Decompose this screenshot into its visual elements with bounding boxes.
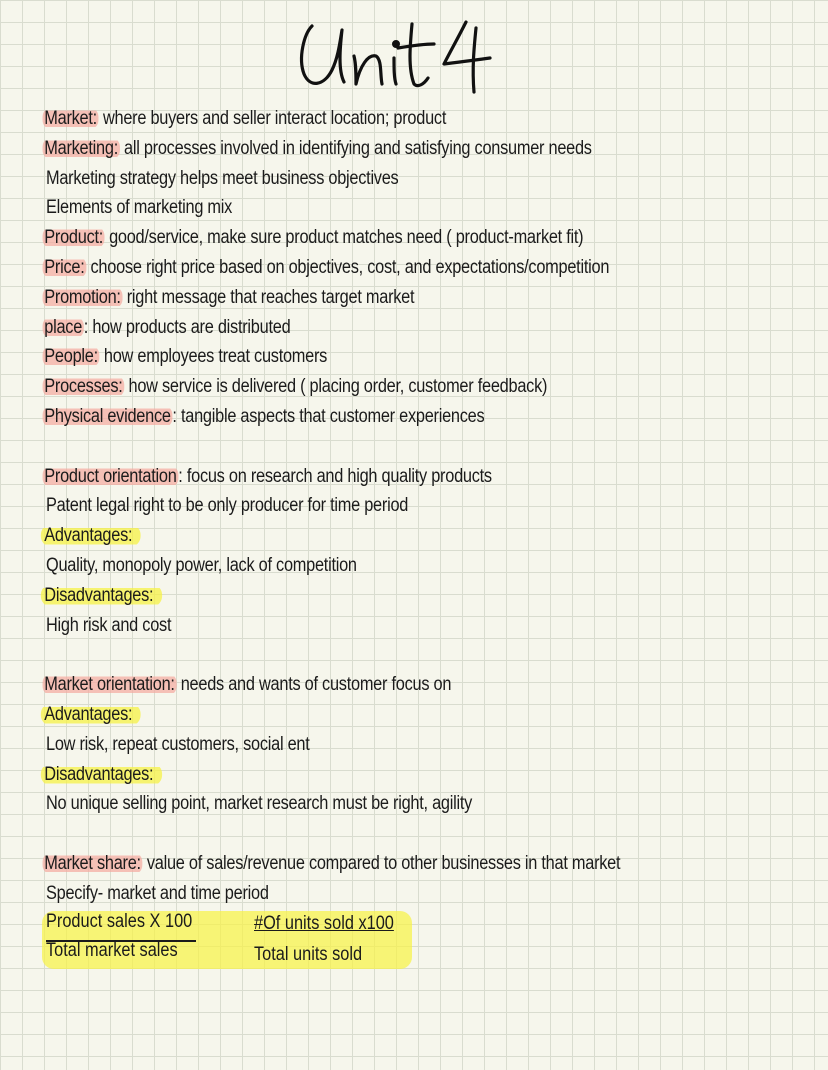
note-line	[46, 730, 708, 760]
note-line	[46, 223, 708, 253]
note-line	[46, 342, 708, 372]
note-text: Elements of marketing mix	[46, 197, 233, 219]
handwritten-title-graphic	[290, 8, 510, 98]
highlighted-term: Marketing:	[44, 137, 118, 159]
market-share-formula	[40, 905, 420, 975]
formula-denominator-right: Total units sold	[254, 944, 363, 965]
note-line	[46, 164, 708, 194]
note-text: good/service, make sure product matches need ( product-market fit)	[104, 227, 584, 249]
note-text: value of sales/revenue compared to other businesses in that market	[142, 852, 621, 874]
note-line	[46, 402, 708, 432]
note-line	[46, 253, 708, 283]
note-line	[46, 134, 708, 164]
note-text: : focus on research and high quality products	[178, 465, 492, 487]
highlighted-term: Market orientation:	[44, 674, 175, 696]
note-text: : how products are distributed	[83, 316, 291, 338]
note-line	[46, 283, 708, 313]
note-text: Marketing strategy helps meet business objectives	[46, 167, 399, 189]
note-line	[46, 313, 708, 343]
highlighted-term: Physical evidence	[44, 405, 171, 427]
note-line	[46, 670, 708, 700]
note-line	[46, 611, 708, 641]
note-line	[46, 700, 708, 730]
note-text: High risk and cost	[46, 614, 172, 636]
notes-body	[46, 104, 816, 909]
note-line	[46, 521, 708, 551]
highlighted-term: Product:	[44, 227, 104, 249]
note-text: how service is delivered ( placing order, customer feedback)	[124, 376, 548, 398]
note-text: needs and wants of customer focus on	[176, 674, 452, 696]
blank-line	[46, 640, 816, 670]
highlighted-term: Promotion:	[44, 286, 121, 308]
highlighted-term: place	[44, 316, 83, 338]
note-line	[46, 462, 708, 492]
highlighted-term: Price:	[44, 256, 85, 278]
note-text: Low risk, repeat customers, social ent	[46, 733, 310, 755]
note-line	[46, 849, 708, 879]
note-line	[46, 760, 708, 790]
highlighted-term: Disadvantages:	[41, 585, 162, 606]
blank-line	[46, 819, 816, 849]
note-text: No unique selling point, market research must be right, agility	[46, 793, 473, 815]
note-line	[46, 789, 708, 819]
formula-denominator-left: Total market sales	[46, 940, 178, 961]
note-text: where buyers and seller interact location; product	[98, 108, 447, 129]
note-text: how employees treat customers	[99, 346, 328, 368]
note-text: : tangible aspects that customer experiences	[172, 405, 485, 427]
note-line	[46, 372, 708, 402]
note-line	[46, 491, 708, 521]
note-line	[46, 551, 708, 581]
note-text: Patent legal right to be only producer for time period	[46, 495, 409, 517]
note-text: Specify- market and time period	[46, 882, 269, 904]
highlighted-term: Advantages:	[41, 525, 141, 546]
highlighted-term: Market:	[44, 108, 97, 129]
page-title	[290, 8, 510, 98]
formula-numerator-right: #Of units sold x100	[254, 913, 394, 934]
highlighted-term: Market share:	[44, 852, 141, 874]
highlighted-term: Product orientation	[44, 465, 177, 487]
note-text: all processes involved in identifying and satisfying consumer needs	[119, 137, 592, 159]
note-line	[46, 104, 708, 134]
note-text: choose right price based on objectives, cost, and expectations/competition	[86, 256, 610, 278]
note-line	[46, 581, 708, 611]
note-text: right message that reaches target market	[122, 286, 415, 308]
note-line	[46, 193, 708, 223]
highlighted-term: People:	[44, 346, 98, 368]
highlighted-term: Processes:	[44, 376, 123, 398]
formula-numerator-left: Product sales X 100	[46, 911, 193, 932]
note-text: Quality, monopoly power, lack of competition	[46, 554, 357, 576]
blank-line	[46, 432, 816, 462]
highlighted-term: Advantages:	[41, 704, 141, 725]
highlighted-term: Disadvantages:	[41, 764, 162, 785]
